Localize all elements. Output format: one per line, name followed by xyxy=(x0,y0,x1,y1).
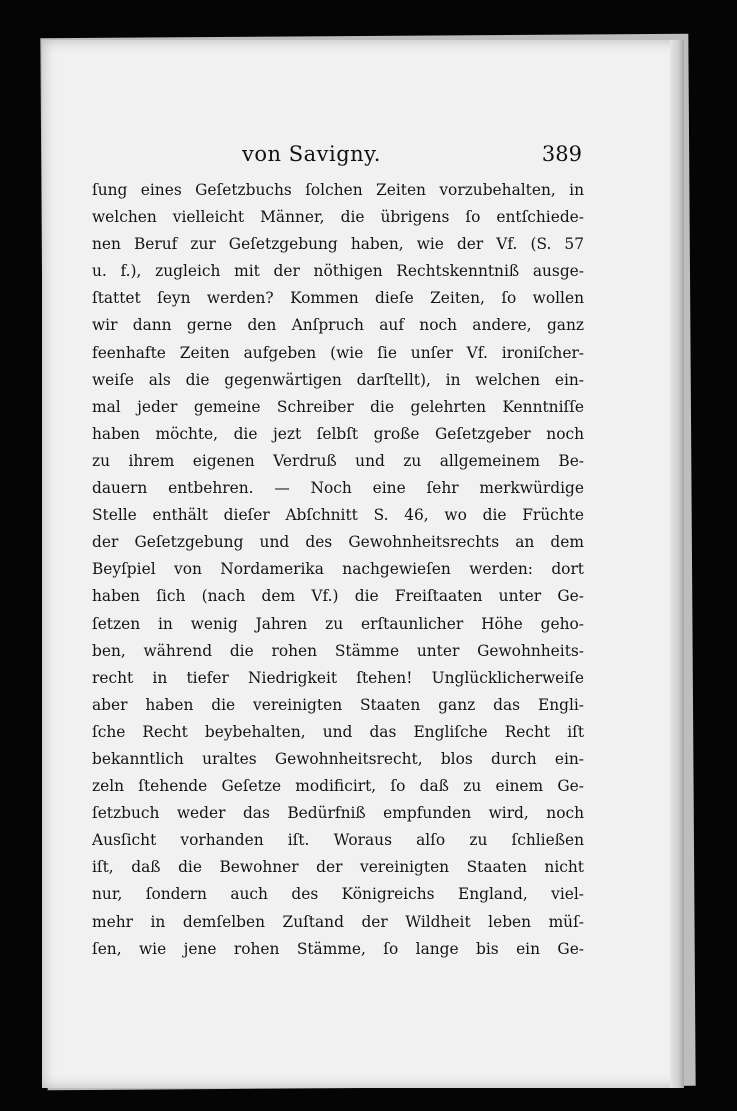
text-line: haben möchte, die jezt ſelbſt große Geſetzgeber noch xyxy=(92,424,584,443)
text-line: u. f.), zugleich mit der nöthigen Rechtskenntniß ausge- xyxy=(92,262,584,281)
text-line: ſtattet ſeyn werden? Kommen dieſe Zeiten, ſo wollen xyxy=(92,289,584,308)
body-text xyxy=(92,177,584,963)
text-line: wir dann gerne den Anſpruch auf noch andere, ganz xyxy=(92,316,584,335)
text-line: ſetzen in wenig Jahren zu erſtaunlicher Höhe geho- xyxy=(92,614,584,633)
text-line: mal jeder gemeine Schreiber die gelehrten Kenntniſſe xyxy=(92,397,584,416)
text-line: recht in tiefer Niedrigkeit ſtehen! Unglücklicherweiſe xyxy=(92,668,584,687)
text-line: ſche Recht beybehalten, und das Engliſche Recht iſt xyxy=(92,722,584,741)
text-line: nur, ſondern auch des Königreichs England, viel- xyxy=(92,885,584,904)
running-head: von Savigny. xyxy=(242,142,381,166)
text-line: Beyſpiel von Nordamerika nachgewieſen werden: dort xyxy=(92,560,584,579)
page-number: 389 xyxy=(541,142,582,166)
text-line: iſt, daß die Bewohner der vereinigten Staaten nicht xyxy=(92,858,584,877)
book-page xyxy=(42,40,684,1088)
text-line: mehr in demſelben Zuſtand der Wildheit leben müſ- xyxy=(92,912,584,931)
text-line: ſen, wie jene rohen Stämme, ſo lange bis ein Ge- xyxy=(92,939,584,958)
text-line: Stelle enthält dieſer Abſchnitt S. 46, wo die Früchte xyxy=(92,506,584,525)
text-line: weiſe als die gegenwärtigen darſtellt), in welchen ein- xyxy=(92,370,584,389)
text-line: bekanntlich uraltes Gewohnheitsrecht, blos durch ein- xyxy=(92,749,584,768)
text-line: aber haben die vereinigten Staaten ganz das Engli- xyxy=(92,695,584,714)
page-edge xyxy=(670,40,684,1088)
text-line: nen Beruf zur Geſetzgebung haben, wie der Vf. (S. 57 xyxy=(92,235,584,254)
text-line: zeln ſtehende Geſetze modificirt, ſo daß zu einem Ge- xyxy=(92,777,584,796)
text-line: ſung eines Geſetzbuchs ſolchen Zeiten vorzubehalten, in xyxy=(92,181,584,199)
text-line: feenhafte Zeiten aufgeben (wie ſie unſer Vf. ironiſcher- xyxy=(92,343,584,362)
text-line: Ausſicht vorhanden iſt. Woraus alſo zu ſchließen xyxy=(92,831,584,850)
text-line: zu ihrem eigenen Verdruß und zu allgemeinem Be- xyxy=(92,451,584,470)
text-line: ben, während die rohen Stämme unter Gewohnheits- xyxy=(92,641,584,660)
text-line: welchen vielleicht Männer, die übrigens ſo entſchiede- xyxy=(92,208,584,227)
text-line: dauern entbehren. — Noch eine ſehr merkwürdige xyxy=(92,479,584,498)
page-header xyxy=(242,142,582,176)
text-line: der Geſetzgebung und des Gewohnheitsrechts an dem xyxy=(92,533,584,552)
text-line: ſetzbuch weder das Bedürfniß empfunden wird, noch xyxy=(92,804,584,823)
text-line: haben ſich (nach dem Vf.) die Freiſtaaten unter Ge- xyxy=(92,587,584,606)
